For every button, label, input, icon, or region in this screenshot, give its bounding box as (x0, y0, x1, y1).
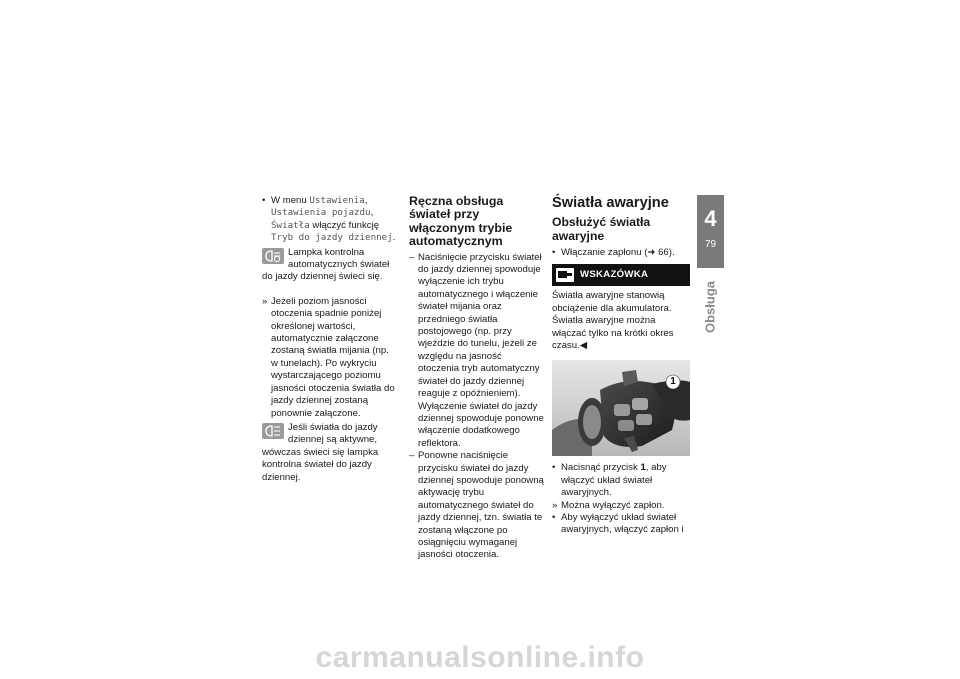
daytime-light-indicator-icon (262, 423, 284, 439)
watermark: carmanualsonline.info (315, 641, 645, 674)
result-note: » Można wyłączyć zapłon. (552, 500, 690, 512)
dash-item: – Naciśnięcie przycisku świateł do jazdy dziennej spowoduje wyłączenie ich trybu automatycznego i włączenie świateł mijania oraz przedniego światła postojowego (np. przy wjeździe do tunelu, jeżeli ze względu na jasność otoczenia tryb automatyczny świateł do jazdy dziennej reaguje z opóźnieniem). Wyłączenie świateł do jazdy dziennej spowoduje ponowne włączenie dodatkowego reflektora. (409, 252, 545, 451)
menu-item-ustawienia-pojazdu: Ustawienia pojazdu (271, 207, 371, 219)
result-note: » Jeżeli poziom jasności otoczenia spadnie poniżej określonej wartości, automatycznie załączone zostaną światła mijania (np. w tunelach). Po wykryciu wystarczającego poziomu jasności otoczenia światła do jazdy dziennej zostaną ponownie załączone. (262, 296, 398, 420)
chapter-tab (697, 195, 724, 268)
menu-item-ustawienia: Ustawienia (309, 195, 365, 206)
instruction-bullet (552, 462, 690, 499)
note-icon (556, 268, 574, 282)
chapter-number: 4 (704, 206, 717, 231)
section-label (696, 272, 724, 342)
section-title: Światła awaryjne (552, 195, 669, 211)
separator: , (370, 207, 374, 219)
handlebar-switch-photo (552, 360, 690, 456)
dash-item: – Ponowne naciśnięcie przycisku świateł do jazdy dziennej spowoduje ponowną aktywację trybu automatycznego świateł do jazdy dziennej, tzn. światła te zostaną włączone po osiągnięciu wymaganej jasności otoczenia. (409, 450, 545, 562)
indicator-note-auto (262, 247, 398, 284)
indicator-note-daytime (262, 422, 398, 484)
text: Nacisnąć przycisk (561, 462, 641, 474)
indicator-text: Lampka kontrolna automatycznych świateł do jazdy dziennej świeci się. (262, 246, 390, 283)
column-left (262, 195, 398, 484)
text: , aby włączyć układ świateł awaryjnych. (561, 462, 667, 499)
instruction-bullet (262, 195, 398, 245)
menu-item-tryb-do-jazdy-dziennej: Tryb do jazdy dziennej (271, 232, 393, 244)
instruction-bullet: • Włączanie zapłonu (➜ 66). (552, 247, 690, 259)
photo-callout-number: 1 (670, 376, 676, 388)
column-right (552, 195, 690, 537)
section-subtitle: Obsłużyć światła awaryjne (552, 215, 651, 243)
note-text: Światła awaryjne stanowią obciążenie dla akumulatora. Światła awaryjne można włączać tylko na krótki okres czasu.◀ (552, 290, 674, 352)
button-reference: 1 (640, 462, 646, 474)
instruction-bullet: • Aby wyłączyć układ świateł awaryjnych, włączyć zapłon i (552, 512, 690, 537)
separator: , (364, 195, 368, 206)
note-label: WSKAZÓWKA (580, 269, 649, 281)
text: włączyć funkcję (309, 219, 380, 231)
indicator-text: Jeśli światła do jazdy dziennej są aktywne, wówczas świeci się lampka kontrolna świateł do jazdy dziennej. (262, 421, 379, 483)
text: . (392, 232, 396, 244)
page-number: 79 (704, 239, 717, 250)
note-header (552, 264, 690, 286)
column-middle (409, 195, 545, 562)
section-heading: Ręczna obsługa świateł przy włączonym trybie automatycznym (409, 194, 513, 249)
section-label-text: Obsługa (702, 280, 718, 334)
auto-daytime-light-indicator-icon (262, 248, 284, 264)
text: W menu (271, 195, 310, 206)
menu-item-swiatla: Światła (271, 219, 310, 231)
